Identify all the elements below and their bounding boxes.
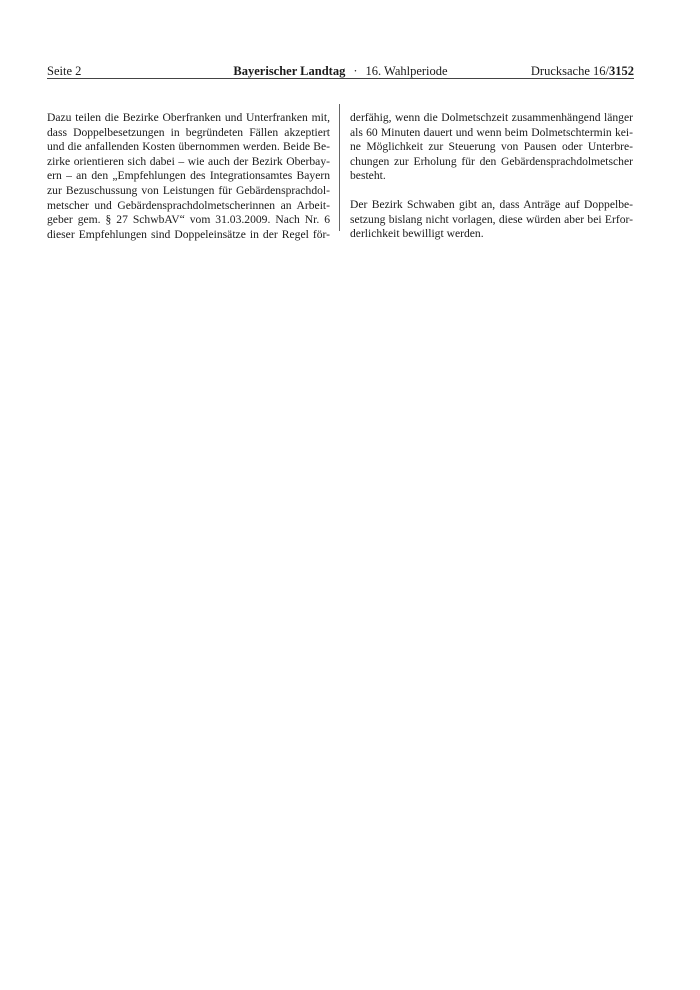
header-separator: · (353, 64, 358, 78)
text-line: chungen zur Erholung für den Gebärdensprachdolmetscher (350, 154, 633, 168)
text-line: metscher und Gebärdensprachdolmetscherinnen an Arbeit- (47, 198, 330, 212)
text-line: dass Doppelbesetzungen in begründeten Fällen akzeptiert (47, 125, 330, 139)
text-line: als 60 Minuten dauert und wenn beim Dolmetschtermin kei- (350, 125, 633, 139)
document-prefix: Drucksache 16/ (530, 64, 609, 78)
text-line: ne Möglichkeit zur Steuerung von Pausen oder Unterbre- (350, 140, 633, 154)
right-column (350, 111, 633, 242)
legislative-period: 16. Wahlperiode (365, 64, 448, 78)
publisher-name: Bayerischer Landtag (233, 64, 346, 78)
text-line: Der Bezirk Schwaben gibt an, dass Anträge auf Doppelbe- (350, 197, 633, 211)
paragraph (350, 111, 633, 184)
text-line: zirke orientieren sich dabei – wie auch der Bezirk Oberbay- (47, 154, 330, 168)
text-line: dieser Empfehlungen sind Doppeleinsätze in der Regel för- (47, 227, 330, 241)
text-line: setzung bislang nicht vorlagen, diese würden aber bei Erfor- (350, 212, 633, 226)
text-line: ern – an den „Empfehlungen des Integrationsamtes Bayern (47, 169, 330, 183)
paragraph (47, 111, 330, 242)
text-line: derlichkeit bewilligt werden. (350, 227, 484, 241)
text-line: geber gem. § 27 SchwbAV“ vom 31.03.2009. Nach Nr. 6 (47, 213, 330, 227)
text-line: Dazu teilen die Bezirke Oberfranken und Unterfranken mit, (47, 111, 330, 124)
left-column (47, 111, 330, 242)
header-rule (47, 78, 634, 79)
text-line: und die anfallenden Kosten übernommen werden. Beide Be- (47, 140, 330, 154)
text-line: zur Bezuschussung von Leistungen für Gebärdensprachdol- (47, 183, 330, 197)
page-number: Seite 2 (47, 64, 82, 78)
document-number: 3152 (609, 64, 634, 78)
column-divider (339, 104, 340, 231)
text-line: derfähig, wenn die Dolmetschzeit zusammenhängend länger (350, 111, 633, 124)
text-line: besteht. (350, 169, 386, 183)
paragraph (350, 198, 633, 242)
